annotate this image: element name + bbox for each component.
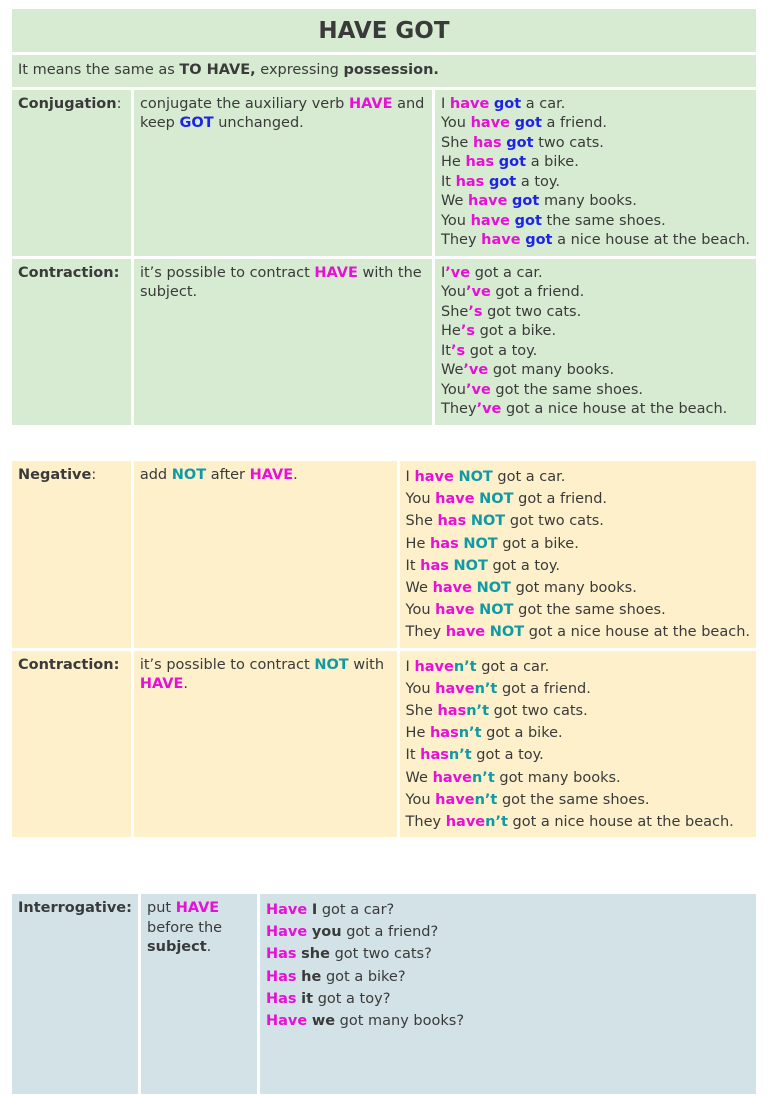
- example-v: has: [420, 747, 449, 764]
- example-sentence: [441, 264, 750, 284]
- example-rest: got many books.: [515, 580, 637, 597]
- example-not: NOT: [458, 469, 493, 485]
- example-subj: You: [441, 212, 466, 229]
- example-not: NOT: [479, 491, 514, 508]
- example-subj: You: [405, 791, 431, 808]
- example-v: Has: [266, 946, 297, 963]
- example-rest: got a bike.: [502, 535, 579, 552]
- example-rest: got a toy.: [492, 557, 560, 574]
- example-sentence: [441, 134, 750, 154]
- example-c: ’ve: [445, 264, 471, 281]
- example-sentence: [406, 700, 750, 722]
- example-rest: got many books.: [499, 769, 621, 786]
- example-c: ’s: [460, 323, 475, 339]
- example-subj: it: [301, 990, 314, 1007]
- example-rest: a friend.: [546, 115, 608, 131]
- intro-middle: expressing: [260, 62, 339, 78]
- example-rest: got a bike.: [479, 323, 557, 339]
- example-rest: a car.: [525, 95, 566, 112]
- example-sentence: [266, 943, 750, 965]
- example-subj: It: [405, 557, 416, 574]
- example-nt: n’t: [485, 814, 508, 831]
- example-subj: We: [441, 193, 464, 209]
- example-sentence: [406, 510, 750, 532]
- negative-desc-have: HAVE: [249, 467, 294, 483]
- example-v2: got: [512, 193, 540, 209]
- example-sentence: [266, 1010, 750, 1032]
- example-sentence: [406, 811, 750, 833]
- example-v: have: [445, 814, 486, 831]
- example-sentence: [441, 303, 750, 323]
- contraction-label: Contraction:: [18, 264, 120, 281]
- example-subj: I: [311, 902, 318, 918]
- example-sentence: [406, 722, 750, 744]
- example-v: has: [437, 703, 467, 720]
- example-c: ’ve: [463, 362, 489, 378]
- example-v: have: [435, 791, 475, 808]
- example-rest: got a nice house at the beach.: [528, 624, 750, 641]
- example-sentence: [266, 988, 750, 1010]
- example-v: has: [429, 535, 459, 552]
- example-sentence: [406, 577, 750, 599]
- example-v1: have: [449, 95, 490, 112]
- example-subj: I: [405, 658, 410, 675]
- interrogative-table: [9, 891, 759, 1097]
- example-v: have: [414, 658, 454, 675]
- negative-label-cell: [12, 461, 131, 648]
- example-v1: has: [472, 134, 502, 151]
- example-not: NOT: [453, 557, 488, 574]
- example-sentence: [441, 231, 750, 251]
- conjugation-label-suffix: :: [116, 95, 122, 112]
- example-rest: got two cats?: [334, 946, 432, 963]
- example-subj: You: [441, 115, 466, 131]
- example-rest: got the same shoes.: [518, 602, 666, 619]
- example-subj: She: [441, 303, 469, 320]
- example-rest: a toy.: [520, 173, 561, 190]
- example-subj: You: [405, 680, 431, 697]
- example-not: NOT: [476, 580, 511, 597]
- example-nt: n’t: [471, 769, 495, 786]
- example-subj: He: [441, 154, 461, 170]
- interrogative-label: Interrogative:: [18, 900, 132, 916]
- example-subj: She: [441, 134, 469, 151]
- contraction-examples: [435, 259, 756, 425]
- example-sentence: [406, 466, 750, 488]
- example-c: ’s: [468, 303, 483, 320]
- neg-contraction-desc: [134, 651, 397, 838]
- example-subj: she: [301, 946, 330, 963]
- example-subj: You: [405, 602, 431, 619]
- example-not: NOT: [489, 624, 525, 641]
- example-sentence: [266, 966, 750, 988]
- example-rest: the same shoes.: [546, 212, 666, 229]
- example-subj: you: [311, 924, 342, 941]
- example-subj: They: [441, 232, 477, 248]
- example-subj: We: [405, 769, 428, 786]
- example-subj: I: [441, 264, 446, 281]
- example-rest: got a friend.: [501, 680, 591, 697]
- example-v2: got: [493, 95, 522, 112]
- contraction-desc: [134, 259, 432, 425]
- example-sentence: [441, 153, 750, 173]
- example-c: ’ve: [466, 381, 491, 398]
- example-sentence: [441, 192, 750, 212]
- example-not: NOT: [463, 535, 498, 552]
- example-v2: got: [506, 134, 534, 151]
- example-v: has: [429, 725, 459, 742]
- example-subj: They: [405, 814, 442, 831]
- example-rest: got a bike.: [486, 725, 563, 742]
- example-v: have: [445, 624, 486, 641]
- example-rest: got two cats.: [509, 513, 604, 530]
- example-sentence: [406, 488, 750, 510]
- example-v: Have: [266, 902, 308, 918]
- example-subj: We: [405, 580, 428, 597]
- example-not: NOT: [479, 602, 514, 619]
- intro-to-have: TO HAVE,: [179, 62, 256, 78]
- example-v: Has: [266, 968, 297, 985]
- example-v2: got: [514, 115, 542, 131]
- example-rest: a bike.: [530, 154, 579, 170]
- example-rest: many books.: [543, 193, 637, 209]
- example-sentence: [266, 921, 750, 943]
- example-v: have: [432, 580, 472, 597]
- negative-label: Negative: [18, 467, 92, 483]
- conjugation-desc: [134, 90, 432, 256]
- example-v: has: [437, 513, 467, 530]
- example-sentence: [441, 95, 750, 115]
- example-subj: It: [405, 747, 416, 764]
- example-v: Have: [266, 924, 308, 941]
- example-v1: has: [455, 173, 485, 190]
- example-subj: She: [405, 703, 433, 720]
- example-v: have: [432, 769, 472, 786]
- example-nt: n’t: [453, 658, 477, 675]
- contraction-desc-text: it’s possible to contract: [139, 264, 310, 281]
- example-sentence: [441, 342, 750, 362]
- example-nt: n’t: [474, 680, 498, 697]
- example-sentence: [441, 322, 750, 342]
- example-sentence: [406, 656, 750, 678]
- example-sentence: [406, 599, 750, 621]
- neg-contraction-desc-not: NOT: [314, 656, 349, 673]
- example-rest: got a nice house at the beach.: [512, 814, 734, 831]
- example-sentence: [406, 621, 750, 643]
- example-v2: got: [525, 232, 553, 248]
- neg-contraction-examples: [400, 651, 756, 838]
- example-nt: n’t: [466, 703, 489, 720]
- example-v2: got: [498, 154, 527, 170]
- neg-contraction-desc-text: .: [183, 676, 188, 693]
- interrogative-desc-text: put: [147, 900, 172, 916]
- interrogative-label-cell: [12, 894, 138, 1094]
- example-rest: got two cats.: [487, 303, 582, 320]
- example-sentence: [406, 555, 750, 577]
- conjugation-desc-have: HAVE: [348, 95, 393, 112]
- example-nt: n’t: [474, 791, 498, 808]
- example-c: ’ve: [476, 401, 502, 417]
- example-sentence: [266, 899, 750, 921]
- example-subj: She: [405, 513, 433, 530]
- negative-label-suffix: :: [91, 467, 97, 483]
- example-rest: got a friend.: [518, 491, 608, 508]
- example-rest: got a friend.: [495, 284, 585, 300]
- example-rest: got many books.: [492, 362, 615, 378]
- intro-possession: possession.: [343, 62, 439, 78]
- example-sentence: [441, 114, 750, 134]
- conjugation-examples: [435, 90, 756, 256]
- conjugation-desc-text: and keep: [139, 95, 425, 131]
- example-subj: we: [311, 1013, 336, 1030]
- example-rest: two cats.: [538, 134, 604, 151]
- example-subj: You: [441, 381, 466, 398]
- neg-contraction-label-cell: [12, 651, 131, 838]
- example-rest: got a friend?: [346, 924, 439, 941]
- example-v: have: [414, 469, 454, 485]
- example-sentence: [406, 789, 750, 811]
- conjugation-desc-text: unchanged.: [218, 115, 304, 131]
- example-sentence: [441, 283, 750, 303]
- example-rest: got a bike?: [325, 968, 406, 985]
- negative-examples: [400, 461, 756, 648]
- example-subj: They: [441, 401, 477, 417]
- example-subj: He: [405, 725, 426, 742]
- negative-table: [9, 458, 759, 840]
- example-nt: n’t: [448, 747, 472, 764]
- intro-row: [12, 55, 756, 87]
- affirmative-table: [9, 6, 759, 428]
- example-v1: have: [470, 212, 511, 229]
- example-subj: I: [441, 95, 446, 112]
- conjugation-label-cell: [12, 90, 131, 256]
- example-subj: He: [441, 323, 461, 339]
- example-subj: I: [405, 469, 410, 485]
- example-rest: got the same shoes.: [501, 791, 650, 808]
- example-rest: got a toy.: [469, 342, 538, 359]
- example-v: Has: [266, 990, 297, 1007]
- example-v1: have: [481, 232, 521, 248]
- example-v1: has: [465, 154, 495, 170]
- example-not: NOT: [470, 513, 506, 530]
- neg-contraction-desc-have: HAVE: [139, 676, 184, 693]
- example-nt: n’t: [458, 725, 482, 742]
- neg-contraction-desc-text: it’s possible to contract: [139, 656, 310, 673]
- example-v: has: [420, 557, 449, 574]
- example-rest: got the same shoes.: [495, 381, 643, 398]
- example-v1: have: [468, 193, 508, 209]
- intro-prefix: It means the same as: [18, 62, 175, 78]
- example-v: have: [435, 602, 475, 619]
- example-sentence: [441, 212, 750, 232]
- example-sentence: [406, 744, 750, 766]
- example-subj: He: [405, 535, 426, 552]
- contraction-desc-have: HAVE: [314, 264, 358, 281]
- conjugation-desc-text: conjugate the auxiliary verb: [139, 95, 345, 112]
- example-rest: got two cats.: [493, 703, 588, 720]
- contraction-desc-text: with the subject.: [139, 264, 422, 300]
- example-rest: got a car?: [321, 902, 395, 918]
- contraction-label-cell: [12, 259, 131, 425]
- example-rest: got a toy?: [317, 990, 391, 1007]
- example-rest: got a car.: [474, 264, 543, 281]
- example-subj: You: [405, 491, 431, 508]
- example-rest: got many books?: [339, 1013, 465, 1030]
- interrogative-desc-have: HAVE: [175, 900, 220, 916]
- example-v2: got: [514, 212, 542, 229]
- example-subj: They: [405, 624, 442, 641]
- example-v: have: [435, 491, 475, 508]
- example-c: ’s: [450, 342, 466, 359]
- example-rest: got a nice house at the beach.: [505, 401, 728, 417]
- interrogative-examples: [260, 894, 756, 1094]
- example-subj: he: [301, 968, 322, 985]
- neg-contraction-label: Contraction:: [18, 656, 120, 673]
- example-rest: got a toy.: [476, 747, 544, 764]
- example-sentence: [441, 173, 750, 193]
- neg-contraction-desc-text: with: [353, 656, 385, 673]
- example-v: have: [435, 680, 475, 697]
- negative-desc: [134, 461, 397, 648]
- example-v2: got: [488, 173, 517, 190]
- interrogative-desc-text: .: [206, 939, 212, 955]
- example-subj: It: [441, 173, 451, 190]
- example-rest: a nice house at the beach.: [557, 232, 750, 248]
- page-title: HAVE GOT: [12, 9, 756, 52]
- example-sentence: [406, 767, 750, 789]
- example-rest: got a car.: [497, 469, 566, 485]
- example-v: Have: [266, 1013, 308, 1030]
- interrogative-desc-subject: subject: [147, 939, 207, 955]
- example-v1: have: [470, 115, 511, 131]
- example-subj: You: [441, 284, 466, 300]
- example-sentence: [406, 678, 750, 700]
- example-sentence: [441, 381, 750, 401]
- negative-desc-text: .: [293, 467, 298, 483]
- conjugation-label: Conjugation: [18, 95, 117, 112]
- example-sentence: [441, 400, 750, 420]
- negative-desc-text: add: [139, 467, 168, 483]
- example-c: ’ve: [466, 284, 491, 300]
- example-subj: We: [441, 362, 464, 378]
- example-sentence: [441, 361, 750, 381]
- interrogative-desc: [141, 894, 257, 1094]
- interrogative-desc-text: before the: [147, 919, 223, 936]
- conjugation-desc-got: GOT: [179, 115, 214, 131]
- negative-desc-not: NOT: [171, 467, 207, 483]
- example-sentence: [406, 533, 750, 555]
- example-rest: got a car.: [481, 658, 550, 675]
- negative-desc-text: after: [210, 467, 246, 483]
- example-subj: It: [441, 342, 451, 359]
